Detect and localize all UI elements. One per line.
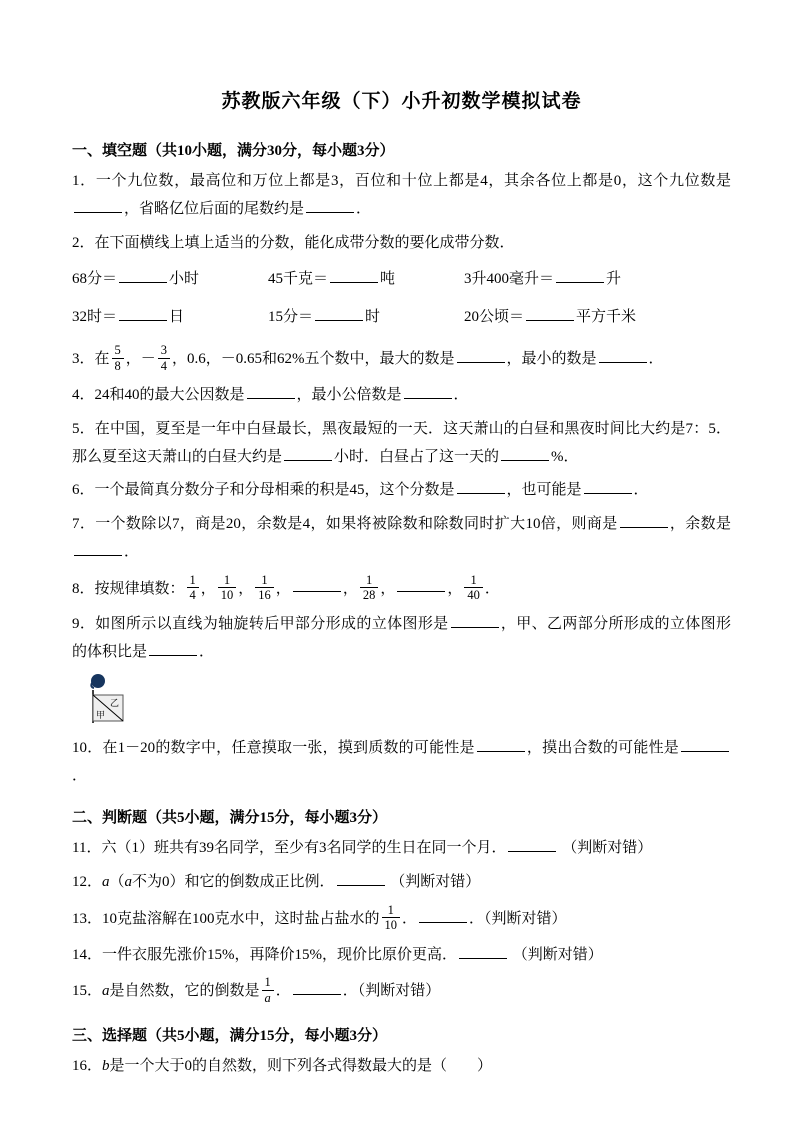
text-run: （判断对错） <box>509 946 603 963</box>
unit-conversion-item <box>268 305 464 329</box>
answer-blank <box>477 736 525 752</box>
answer-blank <box>397 576 445 592</box>
text-run: 12． <box>72 874 103 890</box>
answer-blank <box>315 305 363 321</box>
text-run: ，也可能是 <box>506 482 582 499</box>
fraction-numerator: 1 <box>255 573 274 588</box>
label-yi: 乙 <box>110 697 120 708</box>
answer-blank <box>526 305 574 321</box>
unit-conversion-item <box>464 267 621 291</box>
text-run: 32时＝ <box>72 309 118 326</box>
answer-blank <box>556 267 604 283</box>
fraction-denominator: 16 <box>258 587 271 602</box>
answer-blank <box>451 612 499 628</box>
exam-title: 苏教版六年级（下）小升初数学模拟试卷 <box>221 91 582 112</box>
fraction-numerator: 1 <box>382 903 401 918</box>
text-run: 15分＝ <box>268 309 314 326</box>
answer-blank <box>501 445 549 461</box>
unit-conversion-item <box>268 267 464 291</box>
fraction-denominator: 8 <box>114 358 121 373</box>
text-run: ． <box>484 580 500 597</box>
text-run: 升 <box>606 271 622 288</box>
unit-conversion-item <box>72 305 268 329</box>
text-run: 吨 <box>380 271 396 288</box>
fraction <box>112 343 124 373</box>
question <box>72 735 731 791</box>
text-run: ，最小公倍数是 <box>296 387 402 403</box>
fraction <box>218 573 237 603</box>
fraction <box>255 573 274 603</box>
question <box>72 611 731 667</box>
math-variable: a <box>102 874 110 890</box>
answer-blank <box>620 512 668 528</box>
text-run: 6．一个最简真分数分子和分母相乘的积是45，这个分数是 <box>72 482 455 499</box>
document-content <box>72 139 731 1081</box>
text-run: ， <box>380 580 396 597</box>
answer-blank <box>119 267 167 283</box>
text-run: ． <box>72 767 88 784</box>
text-run: ， <box>447 580 463 597</box>
text-run: 时 <box>365 309 381 326</box>
text-run: ． <box>356 200 372 217</box>
answer-blank <box>508 836 556 852</box>
text-run: ， <box>342 580 358 597</box>
fraction-numerator: 5 <box>112 343 124 358</box>
text-run: %． <box>551 448 579 465</box>
fraction <box>262 975 274 1005</box>
fraction <box>382 903 401 933</box>
text-run: 3升400毫升＝ <box>464 271 555 288</box>
text-run: ， <box>238 580 254 597</box>
fraction-denominator: 4 <box>189 587 196 602</box>
fraction-denominator: 10 <box>384 918 398 933</box>
answer-blank <box>293 979 341 995</box>
fraction-numerator: 1 <box>464 573 483 588</box>
question <box>72 573 731 606</box>
text-run: ． <box>633 482 649 499</box>
text-run: 是一个大于0的自然数，则下列各式得数最大的是（ ） <box>109 1058 493 1074</box>
fraction-denominator: 28 <box>362 587 376 602</box>
answer-blank <box>284 445 332 461</box>
text-run: 1．一个九位数，最高位和万位上都是3，百位和十位上都是4，其余各位上都是0，这个九位数是 <box>72 173 731 189</box>
fraction <box>158 343 170 373</box>
answer-blank <box>74 540 122 556</box>
text-run: 4．24和40的最大公因数是 <box>72 387 245 403</box>
math-variable: a <box>124 874 133 890</box>
fraction-denominator: 10 <box>220 587 234 602</box>
fraction-numerator: 1 <box>218 573 237 588</box>
question <box>72 869 731 897</box>
math-variable: b <box>102 1058 110 1074</box>
answer-blank <box>584 478 632 494</box>
answer-blank <box>457 347 505 363</box>
answer-blank <box>457 478 505 494</box>
text-run: ，摸出合数的可能性是 <box>526 739 679 756</box>
answer-blank <box>149 640 197 656</box>
unit-conversion-item <box>464 305 636 329</box>
fraction-numerator: 1 <box>360 573 379 588</box>
question <box>72 511 731 567</box>
unit-conversion-item <box>72 267 268 291</box>
fraction-numerator: 1 <box>187 573 199 588</box>
text-run: 10．在1－20的数字中，任意摸取一张，摸到质数的可能性是 <box>72 739 475 756</box>
math-variable: a <box>102 983 110 1000</box>
fraction-numerator: 1 <box>262 975 274 990</box>
text-run: 9．如图所示以直线为轴旋转后甲部分形成的立体图形是 <box>72 616 449 633</box>
question <box>72 835 731 863</box>
text-run: 3．在 <box>72 351 110 368</box>
question <box>72 382 731 410</box>
question <box>72 477 731 505</box>
question <box>72 903 731 936</box>
text-run: 小时．白昼占了这一天的 <box>334 448 500 465</box>
question <box>72 1053 731 1081</box>
text-run: 14．一件衣服先涨价15%，再降价15%，现价比原价更高． <box>72 946 457 963</box>
answer-blank <box>419 907 467 923</box>
text-run: ． <box>199 644 215 660</box>
answer-blank <box>337 870 385 886</box>
section-heading: 一、填空题（共10小题，满分30分，每小题3分） <box>72 143 395 159</box>
text-run: （判断对错） <box>386 874 481 890</box>
question <box>72 168 731 224</box>
fraction <box>187 573 199 603</box>
text-run: ， <box>275 580 291 597</box>
text-run: 16． <box>72 1058 103 1074</box>
section-heading: 二、判断题（共5小题，满分15分，每小题3分） <box>72 810 388 827</box>
text-run: 小时 <box>169 271 200 288</box>
text-run: ，省略亿位后面的尾数约是 <box>124 200 305 217</box>
text-run: 7．一个数除以7，商是20，余数是4，如果将被除数和除数同时扩大10倍，则商是 <box>72 516 618 532</box>
answer-blank <box>404 383 452 399</box>
text-run: ， <box>200 580 216 597</box>
fraction <box>464 573 483 603</box>
answer-blank <box>74 197 122 213</box>
text-run: ． <box>453 387 469 403</box>
text-run: ．（判断对错） <box>342 983 441 1000</box>
text-run: ． <box>402 910 418 927</box>
pin-icon <box>91 674 105 688</box>
text-run: （ <box>109 874 125 890</box>
unit-conversion-row <box>72 267 731 291</box>
unit-conversion-row <box>72 305 731 329</box>
text-run: ． <box>124 543 140 560</box>
answer-blank <box>681 736 729 752</box>
fraction-numerator: 3 <box>158 343 170 358</box>
question <box>72 942 731 970</box>
text-run: ．（判断对错） <box>469 910 567 927</box>
text-run: 68分＝ <box>72 271 118 288</box>
text-run: ，－ <box>125 351 156 368</box>
text-run: 平方千米 <box>576 309 637 326</box>
answer-blank <box>247 383 295 399</box>
answer-blank <box>330 267 378 283</box>
text-run: ，最小的数是 <box>506 351 597 368</box>
text-run: ． <box>648 351 664 368</box>
text-run: 8．按规律填数： <box>72 580 185 597</box>
fraction-denominator: 40 <box>467 587 480 602</box>
text-run: 2．在下面横线上填上适当的分数，能化成带分数的要化成带分数． <box>72 234 515 251</box>
question <box>72 416 731 472</box>
answer-blank <box>119 305 167 321</box>
fraction-denominator: a <box>264 990 271 1005</box>
rotation-figure <box>88 673 731 725</box>
text-run: 日 <box>169 309 185 326</box>
label-jia: 甲 <box>96 709 106 720</box>
fraction-denominator: 4 <box>160 358 168 373</box>
text-run: ，0.6，－0.65和62%五个数中，最大的数是 <box>172 351 455 368</box>
rotation-figure-image <box>88 673 130 725</box>
answer-blank <box>293 576 341 592</box>
question <box>72 230 731 258</box>
answer-blank <box>306 197 354 213</box>
text-run: 11．六（1）班共有39名同学，至少有3名同学的生日在同一个月． <box>72 840 507 857</box>
text-run: 是自然数，它的倒数是 <box>109 983 260 1000</box>
text-run: ，余数是 <box>669 516 731 532</box>
question <box>72 343 731 376</box>
text-run: 13．10克盐溶解在100克水中，这时盐占盐水的 <box>72 910 380 927</box>
text-run: ． <box>275 983 291 1000</box>
answer-blank <box>599 347 647 363</box>
fraction <box>360 573 379 603</box>
text-run: 15． <box>72 983 103 1000</box>
question <box>72 975 731 1008</box>
text-run: 不为0）和它的倒数成正比例． <box>132 874 335 890</box>
section-heading: 三、选择题（共5小题，满分15分，每小题3分） <box>72 1028 388 1044</box>
text-run: ，甲、乙两部分所形成的立体图形的体积比是 <box>72 616 731 660</box>
answer-blank <box>459 943 507 959</box>
text-run: 20公顷＝ <box>464 309 525 326</box>
text-run: （判断对错） <box>558 840 653 857</box>
text-run: 5．在中国，夏至是一年中白昼最长，黑夜最短的一天．这天萧山的白昼和黑夜时间比大约是7：5．那么夏至这天萧山的白昼大约是 <box>72 420 731 465</box>
text-run: 45千克＝ <box>268 271 329 288</box>
